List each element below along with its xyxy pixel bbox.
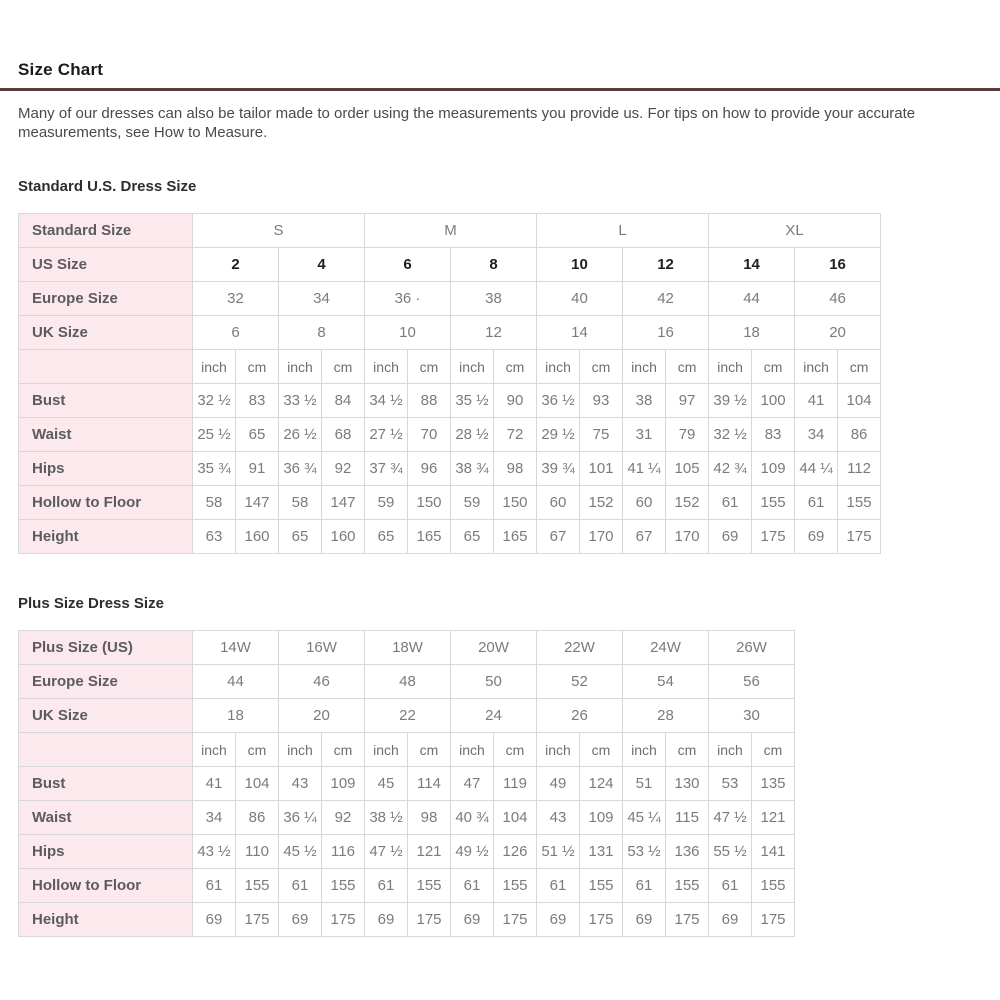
table-row: [19, 699, 795, 733]
cell: 109: [580, 801, 623, 835]
cell: 38 ¾: [451, 452, 494, 486]
cell: 83: [752, 418, 795, 452]
cell: 45 ½: [279, 835, 322, 869]
cell: inch: [193, 350, 236, 384]
cell: 115: [666, 801, 709, 835]
cell: 18: [709, 316, 795, 350]
cell: 121: [752, 801, 795, 835]
standard-size-section-title: Standard U.S. Dress Size: [18, 178, 197, 195]
cell: 14: [537, 316, 623, 350]
row-label: Waist: [19, 801, 193, 835]
cell: 39 ¾: [537, 452, 580, 486]
row-label: Plus Size (US): [19, 631, 193, 665]
cell: 42 ¾: [709, 452, 752, 486]
cell: 14W: [193, 631, 279, 665]
cell: 28: [623, 699, 709, 733]
cell: 14: [709, 248, 795, 282]
cell: 53: [709, 767, 752, 801]
cell: 136: [666, 835, 709, 869]
cell: 26 ½: [279, 418, 322, 452]
table-row: [19, 418, 881, 452]
cell: 69: [537, 903, 580, 937]
cell: 97: [666, 384, 709, 418]
standard-us-dress-size-table: [18, 213, 881, 554]
cell: 46: [795, 282, 881, 316]
cell: 84: [322, 384, 365, 418]
row-label: Standard Size: [19, 214, 193, 248]
cell: 18: [193, 699, 279, 733]
cell: inch: [537, 733, 580, 767]
cell: 28 ½: [451, 418, 494, 452]
table-row: [19, 869, 795, 903]
cell: 22W: [537, 631, 623, 665]
cell: 43: [279, 767, 322, 801]
cell: 36 ·: [365, 282, 451, 316]
cell: 20W: [451, 631, 537, 665]
row-label: Height: [19, 903, 193, 937]
cell: cm: [236, 733, 279, 767]
cell: 47 ½: [365, 835, 408, 869]
cell: 8: [279, 316, 365, 350]
cell: 126: [494, 835, 537, 869]
cell: 61: [279, 869, 322, 903]
cell: 165: [408, 520, 451, 554]
cell: 160: [322, 520, 365, 554]
cell: cm: [666, 350, 709, 384]
cell: 38 ½: [365, 801, 408, 835]
cell: 155: [322, 869, 365, 903]
cell: 12: [623, 248, 709, 282]
cell: 155: [838, 486, 881, 520]
cell: 69: [795, 520, 838, 554]
cell: 98: [408, 801, 451, 835]
standard-size-table-container: [18, 213, 1000, 554]
cell: 31: [623, 418, 666, 452]
cell: cm: [494, 350, 537, 384]
cell: 47 ½: [709, 801, 752, 835]
cell: 20: [795, 316, 881, 350]
cell: 67: [623, 520, 666, 554]
table-row: [19, 214, 881, 248]
cell: inch: [451, 733, 494, 767]
cell: 109: [752, 452, 795, 486]
cell: 60: [623, 486, 666, 520]
cell: 16: [795, 248, 881, 282]
cell: 50: [451, 665, 537, 699]
cell: 56: [709, 665, 795, 699]
cell: 75: [580, 418, 623, 452]
cell: 61: [709, 486, 752, 520]
cell: 91: [236, 452, 279, 486]
cell: 26: [537, 699, 623, 733]
cell: cm: [408, 350, 451, 384]
table-row: [19, 350, 881, 384]
cell: 88: [408, 384, 451, 418]
cell: 135: [752, 767, 795, 801]
table-row: [19, 903, 795, 937]
cell: 100: [752, 384, 795, 418]
cell: 72: [494, 418, 537, 452]
cell: cm: [752, 350, 795, 384]
cell: 39 ½: [709, 384, 752, 418]
cell: 69: [365, 903, 408, 937]
table-row: [19, 316, 881, 350]
cell: 141: [752, 835, 795, 869]
cell: 29 ½: [537, 418, 580, 452]
cell: 58: [279, 486, 322, 520]
cell: 53 ½: [623, 835, 666, 869]
cell: cm: [408, 733, 451, 767]
cell: inch: [365, 350, 408, 384]
cell: 175: [322, 903, 365, 937]
cell: 121: [408, 835, 451, 869]
cell: 119: [494, 767, 537, 801]
cell: 61: [365, 869, 408, 903]
cell: 175: [752, 903, 795, 937]
cell: 65: [236, 418, 279, 452]
cell: 20: [279, 699, 365, 733]
cell: 52: [537, 665, 623, 699]
cell: 69: [451, 903, 494, 937]
cell: 36 ¾: [279, 452, 322, 486]
cell: 32 ½: [193, 384, 236, 418]
cell: 59: [451, 486, 494, 520]
cell: 109: [322, 767, 365, 801]
cell: 155: [752, 486, 795, 520]
cell: 86: [838, 418, 881, 452]
cell: 40 ¾: [451, 801, 494, 835]
cell: 34: [193, 801, 236, 835]
cell: 61: [709, 869, 752, 903]
cell: inch: [623, 350, 666, 384]
cell: 104: [838, 384, 881, 418]
cell: 34 ½: [365, 384, 408, 418]
table-row: [19, 486, 881, 520]
cell: 32 ½: [709, 418, 752, 452]
cell: 155: [580, 869, 623, 903]
row-label: Bust: [19, 384, 193, 418]
cell: 41: [795, 384, 838, 418]
cell: 65: [365, 520, 408, 554]
cell: inch: [623, 733, 666, 767]
cell: 170: [666, 520, 709, 554]
cell: M: [365, 214, 537, 248]
cell: 44 ¼: [795, 452, 838, 486]
cell: inch: [709, 733, 752, 767]
table-row: [19, 801, 795, 835]
cell: 67: [537, 520, 580, 554]
table-row: [19, 248, 881, 282]
cell: 61: [537, 869, 580, 903]
cell: cm: [494, 733, 537, 767]
cell: 147: [236, 486, 279, 520]
cell: 34: [795, 418, 838, 452]
cell: 69: [709, 903, 752, 937]
cell: inch: [279, 733, 322, 767]
cell: 175: [666, 903, 709, 937]
cell: 69: [193, 903, 236, 937]
cell: 43 ½: [193, 835, 236, 869]
cell: 42: [623, 282, 709, 316]
cell: 32: [193, 282, 279, 316]
cell: 155: [236, 869, 279, 903]
row-label: Bust: [19, 767, 193, 801]
cell: 92: [322, 801, 365, 835]
cell: 79: [666, 418, 709, 452]
cell: 36 ¼: [279, 801, 322, 835]
row-label: Hips: [19, 835, 193, 869]
cell: 36 ½: [537, 384, 580, 418]
cell: cm: [580, 350, 623, 384]
cell: L: [537, 214, 709, 248]
cell: 43: [537, 801, 580, 835]
table-row: [19, 767, 795, 801]
plus-size-dress-size-table: [18, 630, 795, 937]
cell: 104: [494, 801, 537, 835]
cell: cm: [322, 350, 365, 384]
cell: inch: [709, 350, 752, 384]
cell: inch: [795, 350, 838, 384]
cell: 44: [709, 282, 795, 316]
cell: 18W: [365, 631, 451, 665]
cell: 4: [279, 248, 365, 282]
cell: 41 ¼: [623, 452, 666, 486]
cell: 124: [580, 767, 623, 801]
cell: 90: [494, 384, 537, 418]
cell: 54: [623, 665, 709, 699]
row-label: Hollow to Floor: [19, 486, 193, 520]
cell: 83: [236, 384, 279, 418]
cell: 61: [451, 869, 494, 903]
cell: 35 ½: [451, 384, 494, 418]
cell: 16W: [279, 631, 365, 665]
cell: 10: [365, 316, 451, 350]
cell: 48: [365, 665, 451, 699]
row-label: Waist: [19, 418, 193, 452]
cell: 35 ¾: [193, 452, 236, 486]
cell: 150: [408, 486, 451, 520]
cell: 58: [193, 486, 236, 520]
cell: cm: [322, 733, 365, 767]
intro-text: Many of our dresses can also be tailor made to order using the measurements you provide us. For tips on how to provide your accurate measurements, see How to Measure.: [18, 105, 916, 141]
cell: 152: [580, 486, 623, 520]
cell: 45 ¼: [623, 801, 666, 835]
page-title: Size Chart: [18, 60, 104, 79]
cell: 65: [451, 520, 494, 554]
cell: 24: [451, 699, 537, 733]
cell: 27 ½: [365, 418, 408, 452]
cell: 16: [623, 316, 709, 350]
cell: 46: [279, 665, 365, 699]
cell: 49: [537, 767, 580, 801]
cell: 70: [408, 418, 451, 452]
cell: 26W: [709, 631, 795, 665]
cell: 101: [580, 452, 623, 486]
cell: 59: [365, 486, 408, 520]
cell: 175: [408, 903, 451, 937]
cell: inch: [193, 733, 236, 767]
cell: 112: [838, 452, 881, 486]
plus-size-section-title: Plus Size Dress Size: [18, 595, 164, 612]
cell: 6: [193, 316, 279, 350]
cell: 24W: [623, 631, 709, 665]
cell: 104: [236, 767, 279, 801]
cell: 175: [580, 903, 623, 937]
cell: 69: [623, 903, 666, 937]
cell: 69: [279, 903, 322, 937]
cell: 40: [537, 282, 623, 316]
title-divider-rule: [0, 88, 1000, 91]
cell: 47: [451, 767, 494, 801]
cell: 69: [709, 520, 752, 554]
cell: 61: [795, 486, 838, 520]
cell: 150: [494, 486, 537, 520]
cell: inch: [451, 350, 494, 384]
cell: cm: [580, 733, 623, 767]
cell: 175: [752, 520, 795, 554]
cell: 160: [236, 520, 279, 554]
table-row: [19, 384, 881, 418]
table-row: [19, 520, 881, 554]
cell: 30: [709, 699, 795, 733]
cell: 96: [408, 452, 451, 486]
cell: 49 ½: [451, 835, 494, 869]
cell: inch: [279, 350, 322, 384]
cell: 38: [623, 384, 666, 418]
row-label: [19, 350, 193, 384]
cell: 38: [451, 282, 537, 316]
cell: 116: [322, 835, 365, 869]
cell: 170: [580, 520, 623, 554]
row-label: [19, 733, 193, 767]
plus-size-table-container: [18, 630, 1000, 937]
cell: 105: [666, 452, 709, 486]
table-row: [19, 665, 795, 699]
cell: 33 ½: [279, 384, 322, 418]
cell: 152: [666, 486, 709, 520]
cell: XL: [709, 214, 881, 248]
row-label: Europe Size: [19, 665, 193, 699]
cell: 44: [193, 665, 279, 699]
cell: 10: [537, 248, 623, 282]
cell: 175: [494, 903, 537, 937]
cell: 93: [580, 384, 623, 418]
cell: 130: [666, 767, 709, 801]
cell: 92: [322, 452, 365, 486]
cell: 65: [279, 520, 322, 554]
row-label: UK Size: [19, 699, 193, 733]
cell: 61: [193, 869, 236, 903]
cell: 45: [365, 767, 408, 801]
cell: 63: [193, 520, 236, 554]
cell: 25 ½: [193, 418, 236, 452]
cell: 6: [365, 248, 451, 282]
cell: 34: [279, 282, 365, 316]
table-row: [19, 835, 795, 869]
cell: 147: [322, 486, 365, 520]
cell: 37 ¾: [365, 452, 408, 486]
row-label: Europe Size: [19, 282, 193, 316]
cell: 165: [494, 520, 537, 554]
cell: inch: [537, 350, 580, 384]
cell: 110: [236, 835, 279, 869]
cell: 51: [623, 767, 666, 801]
cell: 98: [494, 452, 537, 486]
row-label: Hips: [19, 452, 193, 486]
cell: 55 ½: [709, 835, 752, 869]
cell: 175: [236, 903, 279, 937]
cell: 155: [494, 869, 537, 903]
cell: cm: [666, 733, 709, 767]
cell: 61: [623, 869, 666, 903]
cell: 41: [193, 767, 236, 801]
cell: 60: [537, 486, 580, 520]
table-row: [19, 631, 795, 665]
row-label: Height: [19, 520, 193, 554]
cell: 86: [236, 801, 279, 835]
row-label: Hollow to Floor: [19, 869, 193, 903]
cell: inch: [365, 733, 408, 767]
cell: S: [193, 214, 365, 248]
cell: 8: [451, 248, 537, 282]
cell: 12: [451, 316, 537, 350]
cell: 175: [838, 520, 881, 554]
cell: 131: [580, 835, 623, 869]
table-row: [19, 733, 795, 767]
cell: cm: [838, 350, 881, 384]
cell: 155: [408, 869, 451, 903]
table-row: [19, 282, 881, 316]
cell: 2: [193, 248, 279, 282]
cell: 22: [365, 699, 451, 733]
cell: 51 ½: [537, 835, 580, 869]
row-label: US Size: [19, 248, 193, 282]
cell: 114: [408, 767, 451, 801]
cell: 155: [666, 869, 709, 903]
cell: 155: [752, 869, 795, 903]
table-row: [19, 452, 881, 486]
cell: cm: [236, 350, 279, 384]
row-label: UK Size: [19, 316, 193, 350]
cell: cm: [752, 733, 795, 767]
cell: 68: [322, 418, 365, 452]
